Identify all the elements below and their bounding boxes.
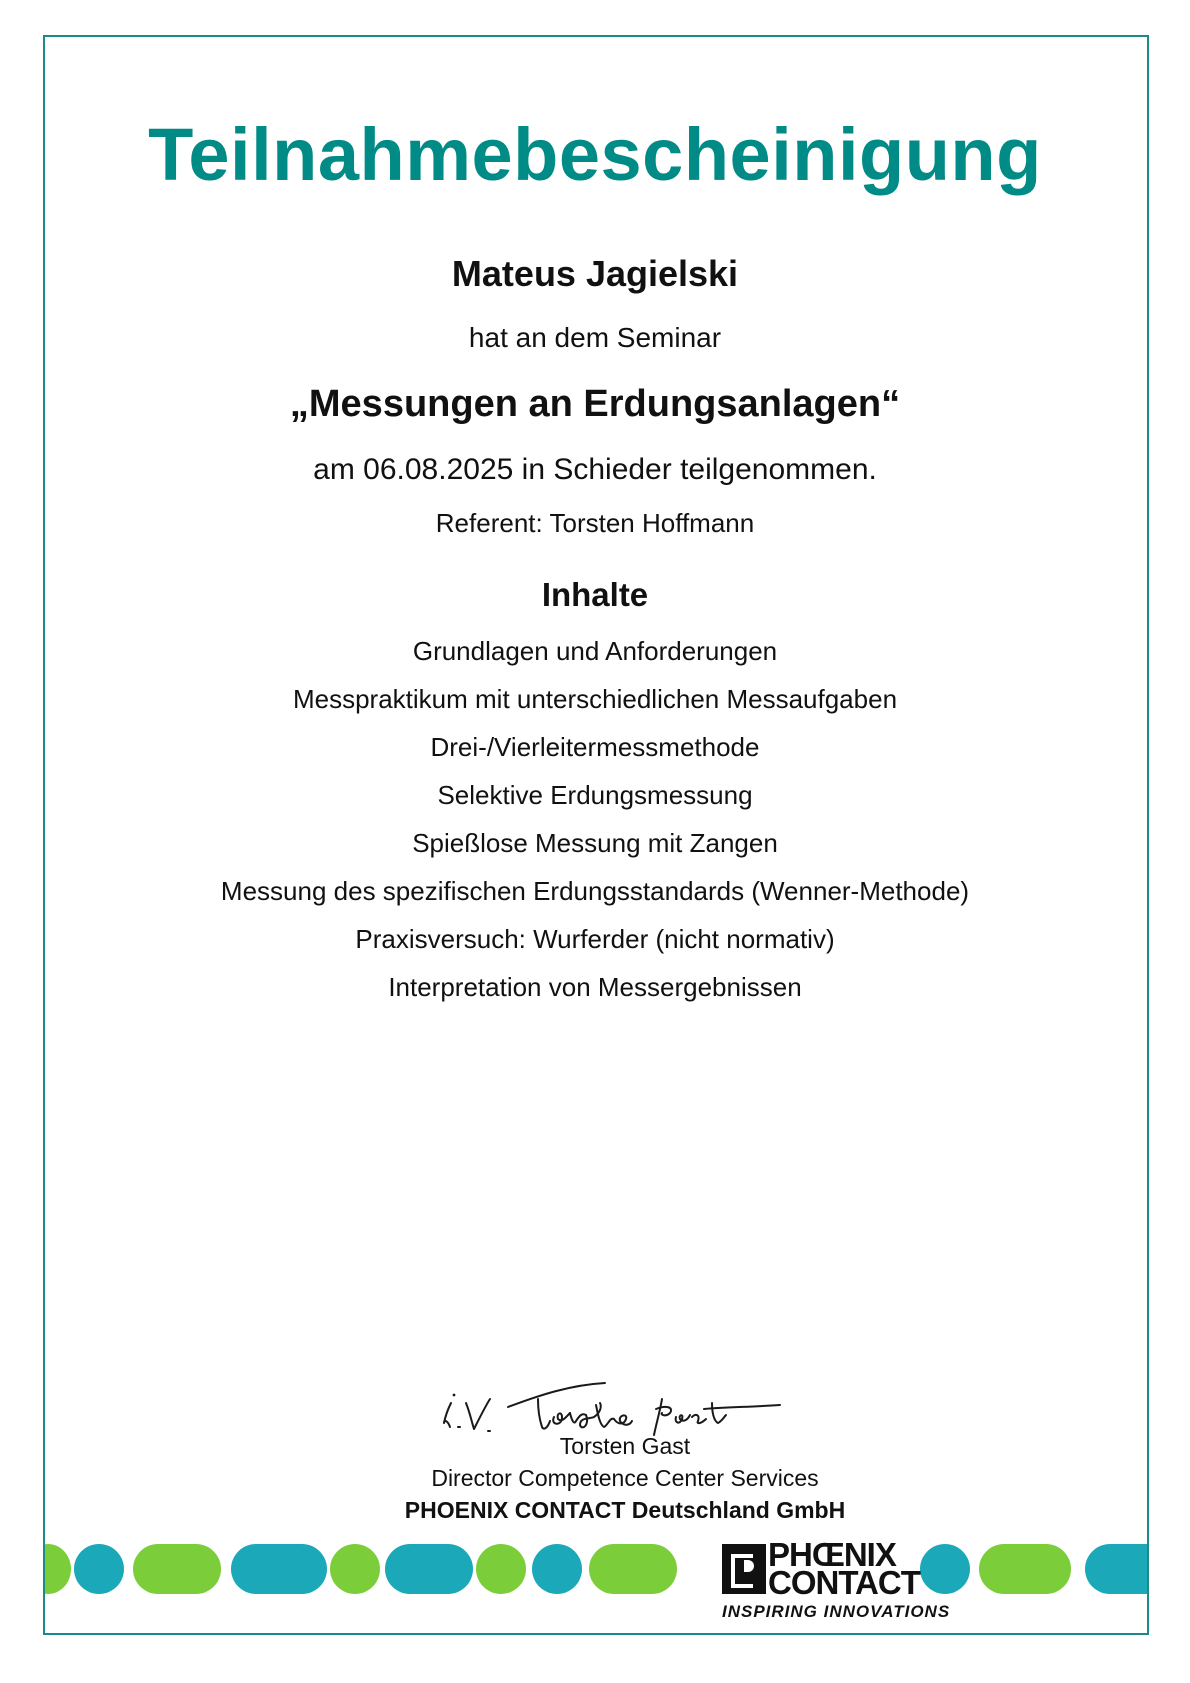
contents-heading: Inhalte [541,576,649,613]
logo-text-line1: PHŒNIX [768,1536,896,1573]
band-dot [979,1544,1071,1594]
contents-item: Messpraktikum mit unterschiedlichen Messaufgaben [292,684,898,714]
date-location-text: am 06.08.2025 in Schieder teilgenommen. [313,453,877,486]
band-dot [330,1544,380,1594]
intro-text: hat an dem Seminar [468,322,722,353]
contents-item: Messung des spezifischen Erdungsstandards (Wenner-Methode) [220,876,970,906]
signer-company: PHOENIX CONTACT Deutschland GmbH [404,1497,846,1523]
certificate-title: Teilnahmebescheinigung [148,113,1042,196]
band-dot [133,1544,221,1594]
signer-role: Director Competence Center Services [431,1465,819,1491]
band-dot [1085,1544,1147,1594]
participant-name: Mateus Jagielski [451,253,739,294]
referent-text: Referent: Torsten Hoffmann [435,508,755,538]
contents-item: Spießlose Messung mit Zangen [412,828,778,858]
band-dot [45,1544,71,1594]
band-dot [476,1544,526,1594]
band-dot [385,1544,473,1594]
signer-name: Torsten Gast [559,1433,691,1459]
band-dot [74,1544,124,1594]
logo-tagline: INSPIRING INNOVATIONS [722,1602,951,1621]
band-dot [231,1544,327,1594]
phoenix-contact-logo [712,1536,982,1624]
logo-text-line2: CONTACT [768,1564,920,1601]
contents-list [0,634,1190,1018]
contents-item: Interpretation von Messergebnissen [388,972,802,1002]
contents-item: Grundlagen und Anforderungen [412,636,778,666]
signature [430,1355,790,1445]
seminar-title: „Messungen an Erdungsanlagen“ [289,383,901,425]
band-dot [532,1544,582,1594]
contents-item: Praxisversuch: Wurferder (nicht normativ) [355,924,835,954]
logo-mark-icon [722,1544,766,1594]
contents-item: Drei-/Vierleitermessmethode [430,732,760,762]
band-dot [589,1544,677,1594]
contents-item: Selektive Erdungsmessung [437,780,753,810]
